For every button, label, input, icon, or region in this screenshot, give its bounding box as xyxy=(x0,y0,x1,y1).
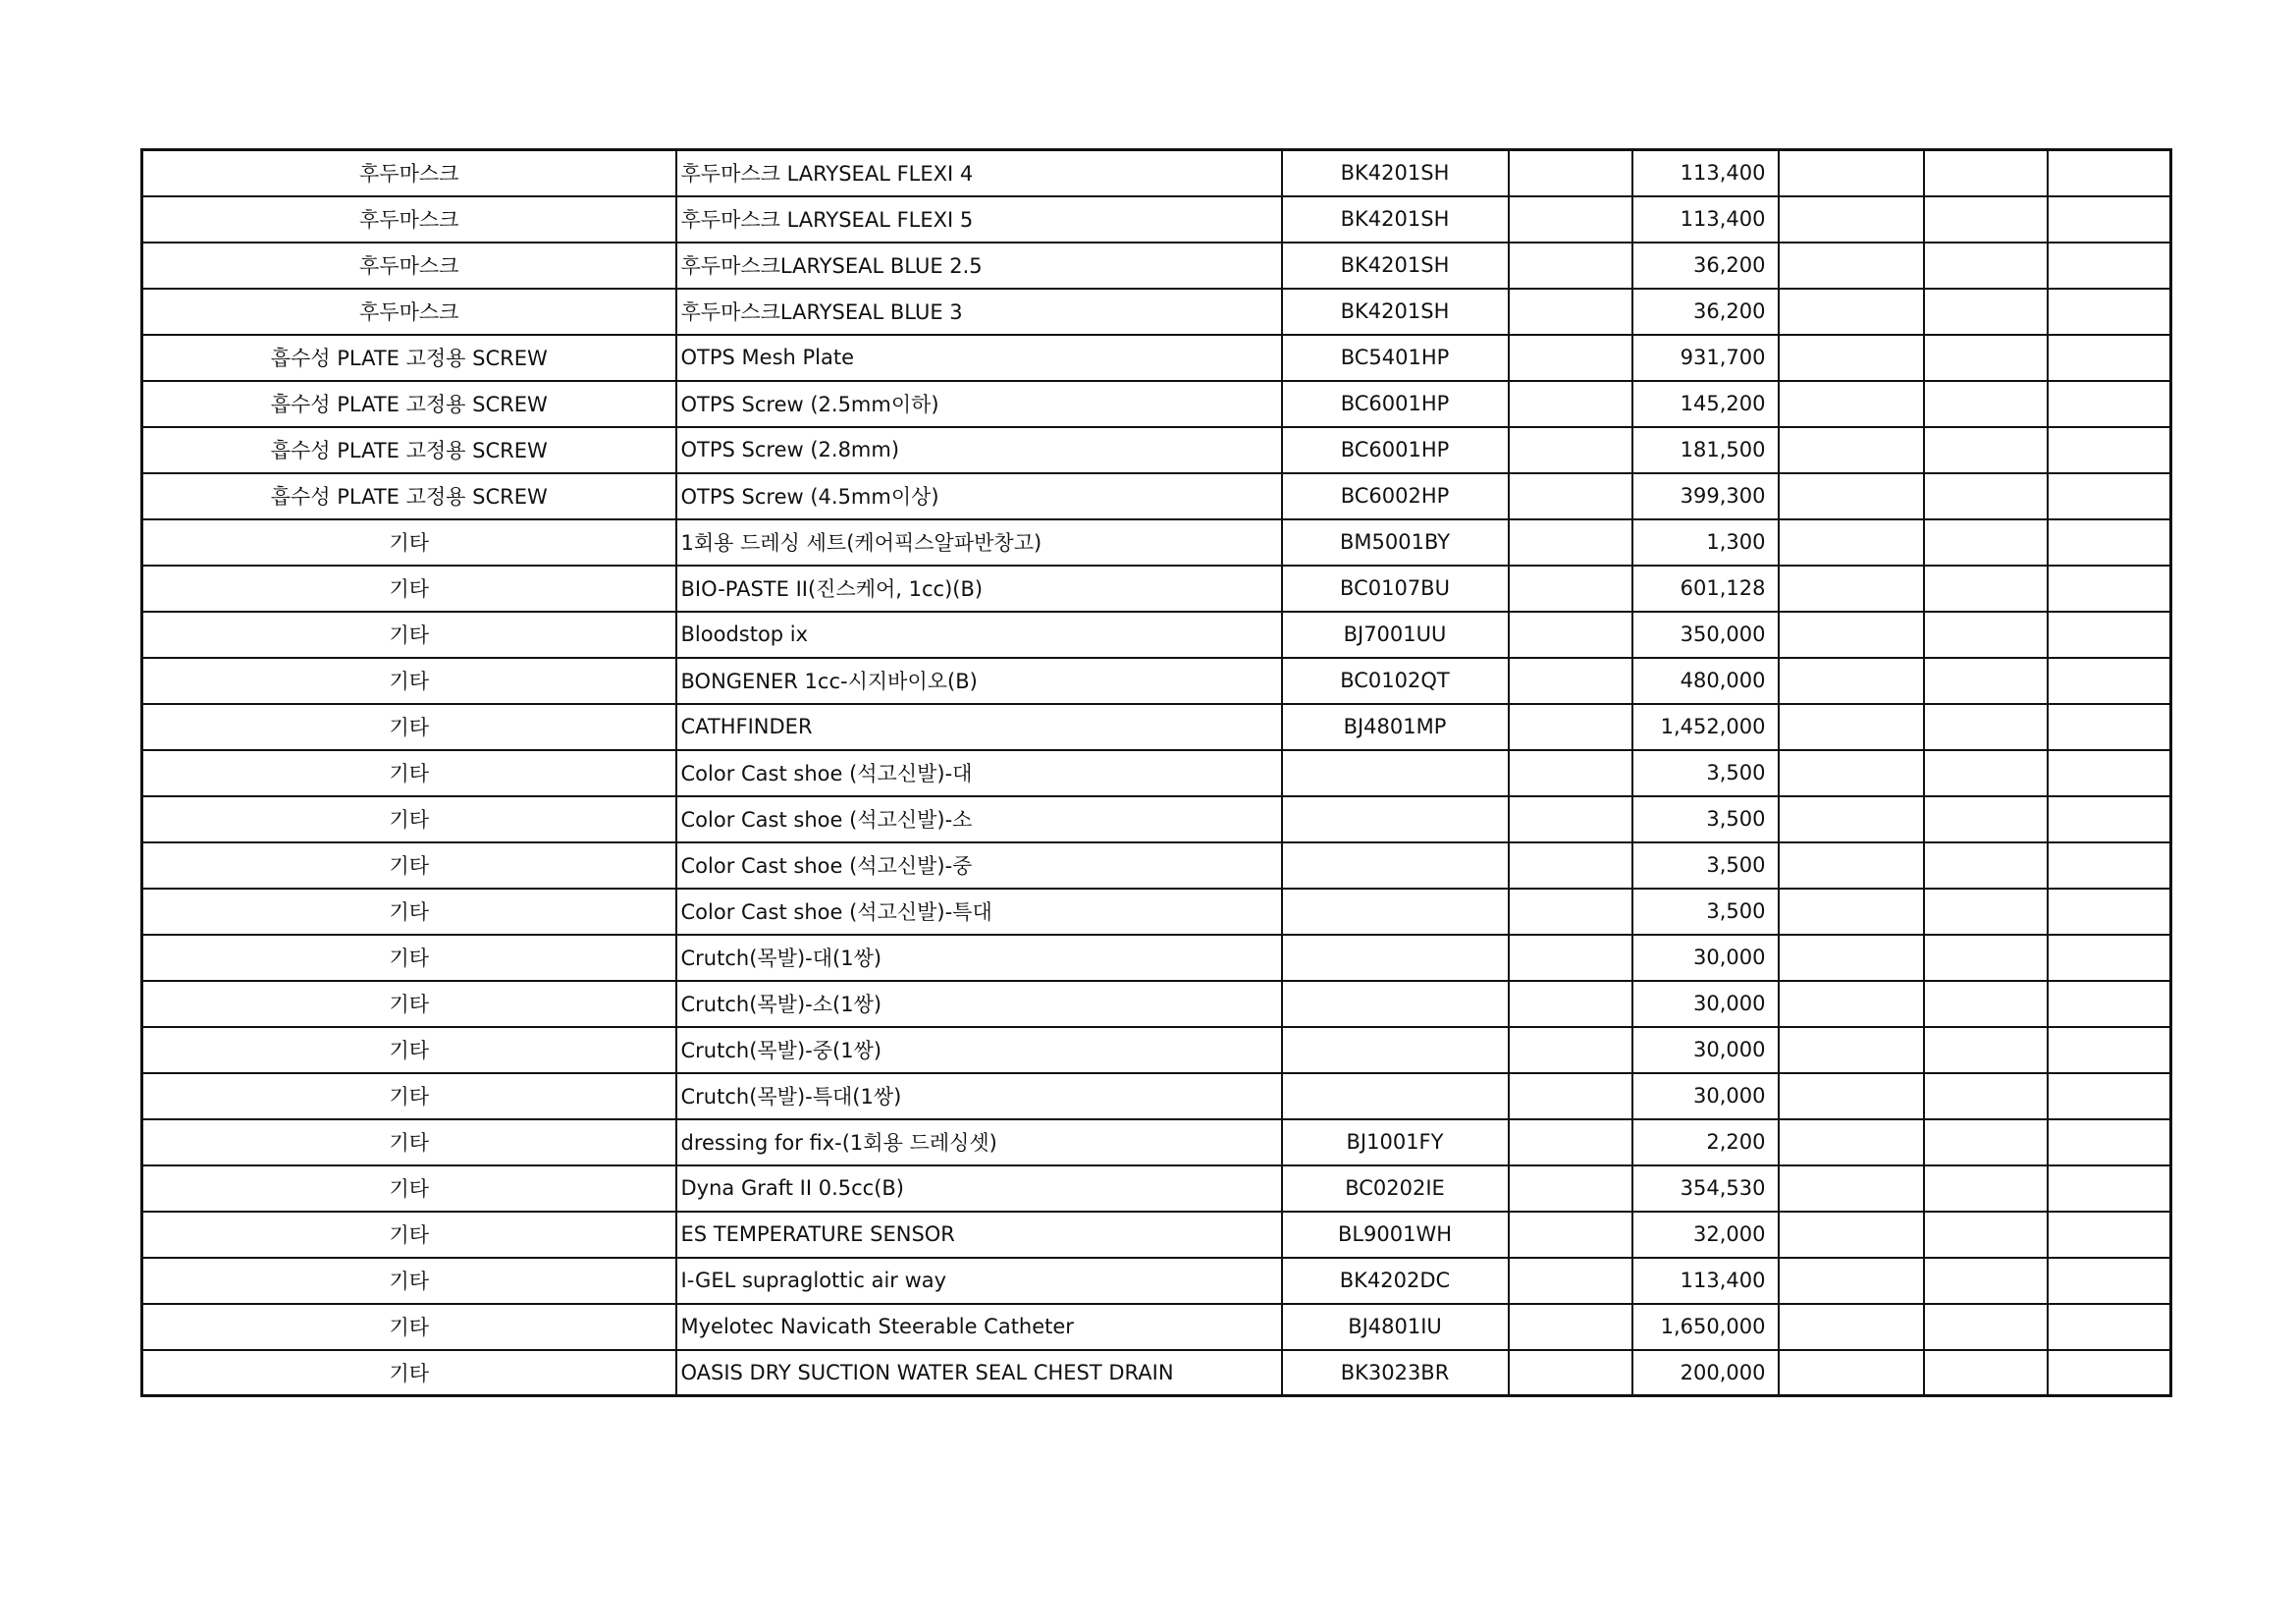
empty-cell xyxy=(2048,335,2171,381)
empty-cell xyxy=(2048,473,2171,519)
empty-cell xyxy=(2048,1119,2171,1165)
empty-cell xyxy=(1779,289,1924,335)
item-name-cell: OTPS Screw (2.5mm이하) xyxy=(676,381,1282,427)
empty-cell xyxy=(1509,1165,1632,1212)
table-row xyxy=(142,704,2171,750)
item-name-cell: 후두마스크LARYSEAL BLUE 2.5 xyxy=(676,243,1282,289)
price-cell: 354,530 xyxy=(1632,1165,1779,1212)
empty-cell xyxy=(1509,1258,1632,1304)
item-name-cell: Color Cast shoe (석고신발)-대 xyxy=(676,750,1282,796)
empty-cell xyxy=(1924,750,2048,796)
empty-cell xyxy=(1924,658,2048,704)
price-cell: 200,000 xyxy=(1632,1350,1779,1396)
category-cell: 기타 xyxy=(142,519,676,566)
item-code-cell: BK4202DC xyxy=(1282,1258,1509,1304)
table-row xyxy=(142,1073,2171,1119)
empty-cell xyxy=(2048,1073,2171,1119)
item-code-cell: BK4201SH xyxy=(1282,289,1509,335)
category-cell: 기타 xyxy=(142,566,676,612)
item-name-cell: Crutch(목발)-소(1쌍) xyxy=(676,981,1282,1027)
empty-cell xyxy=(1779,935,1924,981)
item-code-cell: BC5401HP xyxy=(1282,335,1509,381)
empty-cell xyxy=(1509,381,1632,427)
category-cell: 기타 xyxy=(142,1350,676,1396)
item-name-cell: Color Cast shoe (석고신발)-중 xyxy=(676,842,1282,889)
category-cell: 기타 xyxy=(142,1027,676,1073)
item-name-cell: BIO-PASTE II(진스케어, 1cc)(B) xyxy=(676,566,1282,612)
item-name-cell: 1회용 드레싱 세트(케어픽스알파반창고) xyxy=(676,519,1282,566)
empty-cell xyxy=(1509,519,1632,566)
table-row xyxy=(142,1027,2171,1073)
empty-cell xyxy=(1509,473,1632,519)
category-cell: 기타 xyxy=(142,796,676,842)
empty-cell xyxy=(1924,1304,2048,1350)
item-name-cell: Crutch(목발)-중(1쌍) xyxy=(676,1027,1282,1073)
price-cell: 1,452,000 xyxy=(1632,704,1779,750)
price-cell: 2,200 xyxy=(1632,1119,1779,1165)
empty-cell xyxy=(2048,566,2171,612)
table-row xyxy=(142,150,2171,196)
empty-cell xyxy=(2048,750,2171,796)
table-row xyxy=(142,796,2171,842)
empty-cell xyxy=(1924,381,2048,427)
empty-cell xyxy=(1924,473,2048,519)
item-code-cell xyxy=(1282,935,1509,981)
price-cell: 30,000 xyxy=(1632,1073,1779,1119)
empty-cell xyxy=(1924,1350,2048,1396)
empty-cell xyxy=(1924,150,2048,196)
empty-cell xyxy=(1779,1350,1924,1396)
empty-cell xyxy=(2048,796,2171,842)
empty-cell xyxy=(2048,1212,2171,1258)
price-cell: 3,500 xyxy=(1632,889,1779,935)
empty-cell xyxy=(2048,704,2171,750)
table-row xyxy=(142,1212,2171,1258)
table-row xyxy=(142,1258,2171,1304)
empty-cell xyxy=(2048,658,2171,704)
category-cell: 후두마스크 xyxy=(142,150,676,196)
empty-cell xyxy=(1924,796,2048,842)
empty-cell xyxy=(1779,796,1924,842)
category-cell: 기타 xyxy=(142,658,676,704)
category-cell: 기타 xyxy=(142,1165,676,1212)
empty-cell xyxy=(1779,243,1924,289)
empty-cell xyxy=(1779,427,1924,473)
empty-cell xyxy=(2048,612,2171,658)
table-row xyxy=(142,612,2171,658)
price-cell: 480,000 xyxy=(1632,658,1779,704)
empty-cell xyxy=(1924,335,2048,381)
item-name-cell: 후두마스크LARYSEAL BLUE 3 xyxy=(676,289,1282,335)
price-table xyxy=(140,148,2172,1397)
table-row xyxy=(142,289,2171,335)
item-code-cell: BC0107BU xyxy=(1282,566,1509,612)
table-row xyxy=(142,566,2171,612)
empty-cell xyxy=(1509,1073,1632,1119)
empty-cell xyxy=(1924,1258,2048,1304)
table-row xyxy=(142,1165,2171,1212)
price-cell: 931,700 xyxy=(1632,335,1779,381)
price-cell: 601,128 xyxy=(1632,566,1779,612)
empty-cell xyxy=(1924,889,2048,935)
item-name-cell: Color Cast shoe (석고신발)-소 xyxy=(676,796,1282,842)
empty-cell xyxy=(1509,335,1632,381)
item-code-cell: BK4201SH xyxy=(1282,243,1509,289)
item-name-cell: OTPS Mesh Plate xyxy=(676,335,1282,381)
empty-cell xyxy=(1924,1165,2048,1212)
item-name-cell: 후두마스크 LARYSEAL FLEXI 5 xyxy=(676,196,1282,243)
empty-cell xyxy=(1779,842,1924,889)
empty-cell xyxy=(2048,427,2171,473)
empty-cell xyxy=(1779,381,1924,427)
item-name-cell: Crutch(목발)-특대(1쌍) xyxy=(676,1073,1282,1119)
item-name-cell: Color Cast shoe (석고신발)-특대 xyxy=(676,889,1282,935)
item-name-cell: Dyna Graft II 0.5cc(B) xyxy=(676,1165,1282,1212)
empty-cell xyxy=(1509,842,1632,889)
empty-cell xyxy=(1779,196,1924,243)
empty-cell xyxy=(1509,612,1632,658)
empty-cell xyxy=(1509,427,1632,473)
item-code-cell: BJ1001FY xyxy=(1282,1119,1509,1165)
empty-cell xyxy=(1779,150,1924,196)
empty-cell xyxy=(1779,612,1924,658)
category-cell: 기타 xyxy=(142,1258,676,1304)
item-code-cell: BK4201SH xyxy=(1282,196,1509,243)
empty-cell xyxy=(1924,519,2048,566)
category-cell: 기타 xyxy=(142,750,676,796)
item-code-cell xyxy=(1282,981,1509,1027)
table-row xyxy=(142,381,2171,427)
empty-cell xyxy=(1779,704,1924,750)
category-cell: 기타 xyxy=(142,889,676,935)
empty-cell xyxy=(1779,1304,1924,1350)
item-code-cell: BC6001HP xyxy=(1282,381,1509,427)
item-code-cell xyxy=(1282,796,1509,842)
table-row xyxy=(142,1304,2171,1350)
empty-cell xyxy=(1509,889,1632,935)
empty-cell xyxy=(1509,935,1632,981)
price-cell: 113,400 xyxy=(1632,196,1779,243)
category-cell: 기타 xyxy=(142,935,676,981)
empty-cell xyxy=(2048,196,2171,243)
empty-cell xyxy=(1509,1350,1632,1396)
empty-cell xyxy=(1509,1119,1632,1165)
empty-cell xyxy=(1509,796,1632,842)
table-row xyxy=(142,196,2171,243)
item-code-cell xyxy=(1282,1027,1509,1073)
table-row xyxy=(142,243,2171,289)
price-cell: 1,650,000 xyxy=(1632,1304,1779,1350)
price-cell: 30,000 xyxy=(1632,981,1779,1027)
item-code-cell: BJ4801MP xyxy=(1282,704,1509,750)
empty-cell xyxy=(1509,981,1632,1027)
price-cell: 30,000 xyxy=(1632,935,1779,981)
empty-cell xyxy=(1924,1073,2048,1119)
empty-cell xyxy=(1779,981,1924,1027)
category-cell: 기타 xyxy=(142,981,676,1027)
empty-cell xyxy=(1779,658,1924,704)
empty-cell xyxy=(1509,196,1632,243)
category-cell: 흡수성 PLATE 고정용 SCREW xyxy=(142,427,676,473)
empty-cell xyxy=(2048,1350,2171,1396)
empty-cell xyxy=(1779,1027,1924,1073)
table-row xyxy=(142,1119,2171,1165)
item-name-cell: Bloodstop ix xyxy=(676,612,1282,658)
table-row xyxy=(142,473,2171,519)
empty-cell xyxy=(1924,842,2048,889)
category-cell: 기타 xyxy=(142,1073,676,1119)
empty-cell xyxy=(1779,566,1924,612)
empty-cell xyxy=(1924,935,2048,981)
item-name-cell: OTPS Screw (4.5mm이상) xyxy=(676,473,1282,519)
empty-cell xyxy=(1924,1212,2048,1258)
empty-cell xyxy=(1924,1027,2048,1073)
item-name-cell: Myelotec Navicath Steerable Catheter xyxy=(676,1304,1282,1350)
price-cell: 1,300 xyxy=(1632,519,1779,566)
item-name-cell: OASIS DRY SUCTION WATER SEAL CHEST DRAIN xyxy=(676,1350,1282,1396)
category-cell: 후두마스크 xyxy=(142,243,676,289)
category-cell: 기타 xyxy=(142,842,676,889)
empty-cell xyxy=(1509,289,1632,335)
empty-cell xyxy=(1779,519,1924,566)
price-cell: 3,500 xyxy=(1632,750,1779,796)
table-row xyxy=(142,981,2171,1027)
price-cell: 30,000 xyxy=(1632,1027,1779,1073)
category-cell: 후두마스크 xyxy=(142,289,676,335)
item-code-cell xyxy=(1282,842,1509,889)
item-code-cell xyxy=(1282,889,1509,935)
table-row xyxy=(142,842,2171,889)
item-code-cell: BC6001HP xyxy=(1282,427,1509,473)
empty-cell xyxy=(1924,612,2048,658)
category-cell: 흡수성 PLATE 고정용 SCREW xyxy=(142,335,676,381)
table-row xyxy=(142,1350,2171,1396)
empty-cell xyxy=(1779,750,1924,796)
price-cell: 36,200 xyxy=(1632,289,1779,335)
item-name-cell: CATHFINDER xyxy=(676,704,1282,750)
empty-cell xyxy=(1509,1212,1632,1258)
empty-cell xyxy=(1779,1212,1924,1258)
empty-cell xyxy=(1509,150,1632,196)
empty-cell xyxy=(1509,704,1632,750)
empty-cell xyxy=(2048,981,2171,1027)
empty-cell xyxy=(2048,842,2171,889)
item-code-cell: BK3023BR xyxy=(1282,1350,1509,1396)
category-cell: 기타 xyxy=(142,1119,676,1165)
table-row xyxy=(142,427,2171,473)
empty-cell xyxy=(1509,1027,1632,1073)
empty-cell xyxy=(2048,1165,2171,1212)
empty-cell xyxy=(1924,243,2048,289)
item-name-cell: Crutch(목발)-대(1쌍) xyxy=(676,935,1282,981)
item-code-cell: BM5001BY xyxy=(1282,519,1509,566)
category-cell: 흡수성 PLATE 고정용 SCREW xyxy=(142,381,676,427)
price-cell: 3,500 xyxy=(1632,796,1779,842)
item-name-cell: 후두마스크 LARYSEAL FLEXI 4 xyxy=(676,150,1282,196)
empty-cell xyxy=(1779,1073,1924,1119)
price-cell: 36,200 xyxy=(1632,243,1779,289)
item-name-cell: ES TEMPERATURE SENSOR xyxy=(676,1212,1282,1258)
price-cell: 113,400 xyxy=(1632,1258,1779,1304)
empty-cell xyxy=(1779,889,1924,935)
empty-cell xyxy=(1924,981,2048,1027)
table-row xyxy=(142,519,2171,566)
empty-cell xyxy=(2048,1258,2171,1304)
price-table-body xyxy=(142,150,2171,1396)
empty-cell xyxy=(2048,381,2171,427)
table-row xyxy=(142,889,2171,935)
price-cell: 113,400 xyxy=(1632,150,1779,196)
empty-cell xyxy=(2048,150,2171,196)
table-row xyxy=(142,935,2171,981)
table-row xyxy=(142,658,2171,704)
item-code-cell: BC6002HP xyxy=(1282,473,1509,519)
category-cell: 기타 xyxy=(142,1212,676,1258)
category-cell: 기타 xyxy=(142,704,676,750)
item-code-cell: BL9001WH xyxy=(1282,1212,1509,1258)
empty-cell xyxy=(1779,1258,1924,1304)
price-cell: 350,000 xyxy=(1632,612,1779,658)
item-name-cell: BONGENER 1cc-시지바이오(B) xyxy=(676,658,1282,704)
empty-cell xyxy=(2048,889,2171,935)
empty-cell xyxy=(1924,289,2048,335)
empty-cell xyxy=(1509,1304,1632,1350)
empty-cell xyxy=(1924,1119,2048,1165)
category-cell: 흡수성 PLATE 고정용 SCREW xyxy=(142,473,676,519)
empty-cell xyxy=(2048,935,2171,981)
empty-cell xyxy=(2048,1027,2171,1073)
item-code-cell: BJ7001UU xyxy=(1282,612,1509,658)
empty-cell xyxy=(1924,704,2048,750)
empty-cell xyxy=(1779,335,1924,381)
empty-cell xyxy=(1924,427,2048,473)
item-code-cell: BC0202IE xyxy=(1282,1165,1509,1212)
price-cell: 181,500 xyxy=(1632,427,1779,473)
empty-cell xyxy=(1924,196,2048,243)
item-code-cell: BC0102QT xyxy=(1282,658,1509,704)
table-row xyxy=(142,335,2171,381)
item-code-cell: BJ4801IU xyxy=(1282,1304,1509,1350)
category-cell: 후두마스크 xyxy=(142,196,676,243)
empty-cell xyxy=(1509,750,1632,796)
price-cell: 32,000 xyxy=(1632,1212,1779,1258)
item-code-cell xyxy=(1282,750,1509,796)
empty-cell xyxy=(1779,1119,1924,1165)
table-row xyxy=(142,750,2171,796)
empty-cell xyxy=(1509,566,1632,612)
item-code-cell: BK4201SH xyxy=(1282,150,1509,196)
category-cell: 기타 xyxy=(142,1304,676,1350)
empty-cell xyxy=(1779,473,1924,519)
empty-cell xyxy=(2048,289,2171,335)
empty-cell xyxy=(2048,243,2171,289)
price-cell: 145,200 xyxy=(1632,381,1779,427)
item-name-cell: I-GEL supraglottic air way xyxy=(676,1258,1282,1304)
empty-cell xyxy=(1924,566,2048,612)
item-code-cell xyxy=(1282,1073,1509,1119)
item-name-cell: dressing for fix-(1회용 드레싱셋) xyxy=(676,1119,1282,1165)
empty-cell xyxy=(2048,519,2171,566)
empty-cell xyxy=(2048,1304,2171,1350)
price-cell: 399,300 xyxy=(1632,473,1779,519)
item-name-cell: OTPS Screw (2.8mm) xyxy=(676,427,1282,473)
price-cell: 3,500 xyxy=(1632,842,1779,889)
empty-cell xyxy=(1509,243,1632,289)
category-cell: 기타 xyxy=(142,612,676,658)
empty-cell xyxy=(1779,1165,1924,1212)
empty-cell xyxy=(1509,658,1632,704)
